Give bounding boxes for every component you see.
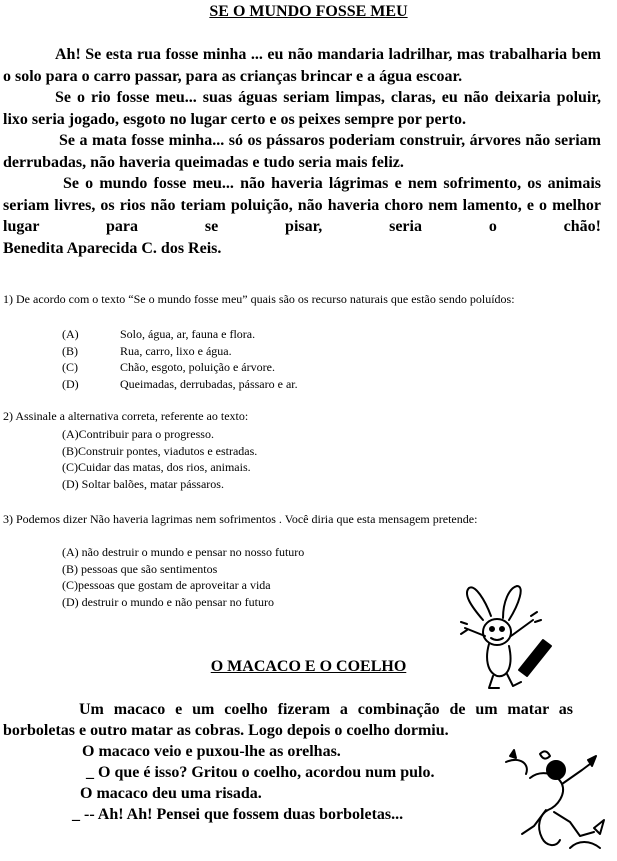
rabbit-illustration	[455, 580, 555, 695]
option-2a: (A)Contribuir para o progresso.	[62, 427, 214, 441]
option-1a: (A) Solo, água, ar, fauna e flora.	[62, 327, 256, 341]
option-3c: (C)pessoas que gostam de aproveitar a vida	[62, 578, 271, 592]
paragraph-2: Se o rio fosse meu... suas águas seriam limpas, claras, eu não deixaria poluir, lixo seria jogado, esgoto no lugar certo e os peixes sempre por perto.	[3, 89, 601, 128]
story-line-1: O macaco veio e puxou-lhe as orelhas.	[82, 743, 341, 760]
option-3b: (B) pessoas que são sentimentos	[62, 561, 218, 576]
question-3	[3, 511, 603, 528]
author: Benedita Aparecida C. dos Reis.	[3, 239, 222, 257]
story-line-3: O macaco deu uma risada.	[80, 785, 262, 802]
story-intro: Um macaco e um coelho fizeram a combinação de um matar as borboletas e outro matar as cobras. Logo depois o coelho dormiu.	[3, 701, 573, 739]
story-lines	[72, 741, 435, 825]
option-2c: (C)Cuidar das matas, dos rios, animais.	[62, 460, 251, 474]
question-1-stem: 1) De acordo com o texto “Se o mundo fosse meu” quais são os recurso naturais que estão sendo poluídos:	[3, 292, 515, 306]
question-1-options	[62, 326, 298, 392]
question-3-options	[62, 544, 304, 610]
option-3d: (D) destruir o mundo e não pensar no futuro	[62, 594, 274, 609]
story-line-2: _ O que é isso? Gritou o coelho, acordou num pulo.	[86, 764, 435, 781]
paragraph-1: Ah! Se esta rua fosse minha ... eu não mandaria ladrilhar, mas trabalharia bem o solo para o carro passar, para as crianças brincar e a água escoar.	[3, 46, 601, 85]
paragraph-3: Se a mata fosse minha... só os pássaros poderiam construir, árvores não seriam derrubadas, não haveria queimadas e tudo seria mais feliz.	[3, 132, 601, 171]
story-line-4: _ -- Ah! Ah! Pensei que fossem duas borboletas...	[72, 806, 404, 823]
question-2-options	[62, 426, 257, 492]
option-3a: (A) não destruir o mundo e pensar no nosso futuro	[62, 545, 305, 559]
option-2b: (B)Construir pontes, viadutos e estradas.	[62, 443, 258, 458]
question-1	[3, 291, 603, 308]
question-2-stem: 2) Assinale a alternativa correta, referente ao texto:	[3, 409, 249, 423]
option-2d: (D) Soltar balões, matar pássaros.	[62, 476, 224, 491]
paragraph-4: Se o mundo fosse meu... não haveria lágrimas e nem sofrimento, os animais seriam livres, os rios não teriam poluição, não haveria choro nem lamento, e o melhor lugar para se pisar, seria o chão!	[3, 175, 601, 235]
option-1c: (C) Chão, esgoto, poluição e árvore.	[62, 360, 275, 374]
option-1b: (B) Rua, carro, lixo e água.	[62, 343, 232, 358]
story-title: O MACACO E O COELHO	[210, 658, 407, 675]
question-2	[3, 408, 603, 425]
question-3-stem: 3) Podemos dizer Não haveria lagrimas nem sofrimentos . Você diria que esta mensagem pretende:	[3, 512, 478, 526]
poem-text	[3, 44, 601, 259]
monkey-illustration	[500, 748, 612, 853]
page-title: SE O MUNDO FOSSE MEU	[209, 3, 408, 20]
option-1d: (D) Queimadas, derrubadas, pássaro e ar.	[62, 376, 298, 391]
